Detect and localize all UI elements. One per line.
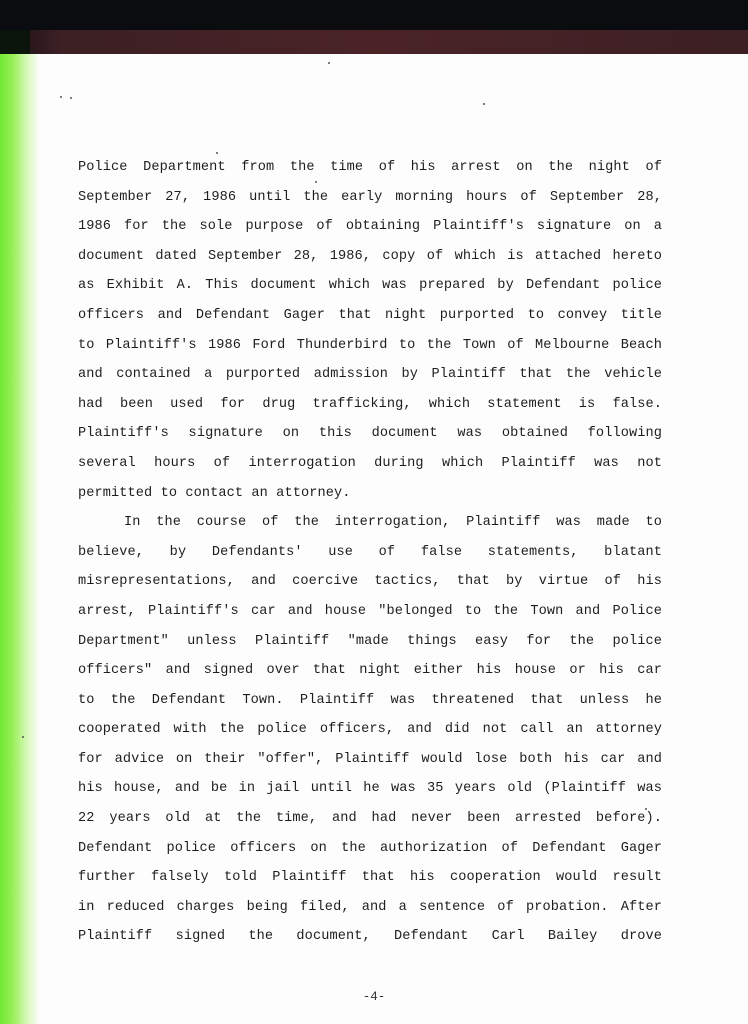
text-line: further falsely told Plaintiff that his cooperation would result bbox=[78, 870, 662, 886]
text-line: Department" unless Plaintiff "made things easy for the police bbox=[78, 633, 662, 649]
text-line: Police Department from the time of his arrest on the night of bbox=[78, 160, 662, 175]
text-line: 22 years old at the time, and had never been arrested before). bbox=[78, 811, 662, 827]
text-line: arrest, Plaintiff's car and house "belonged to the Town and Police bbox=[78, 603, 662, 619]
text-line: 1986 for the sole purpose of obtaining Plaintiff's signature on a bbox=[78, 219, 662, 235]
text-line: to Plaintiff's 1986 Ford Thunderbird to the Town of Melbourne Beach bbox=[78, 337, 662, 353]
page-number: -4- bbox=[362, 990, 386, 1004]
text-line: cooperated with the police officers, and did not call an attorney bbox=[78, 722, 662, 738]
scan-speck bbox=[70, 97, 72, 99]
scan-speck bbox=[22, 736, 24, 738]
text-line: believe, by Defendants' use of false statements, blatant bbox=[78, 544, 662, 560]
text-line: as Exhibit A. This document which was prepared by Defendant police bbox=[78, 278, 662, 294]
document-body bbox=[78, 153, 662, 952]
text-line: his house, and be in jail until he was 35 years old (Plaintiff was bbox=[78, 781, 662, 797]
scan-top-shadow bbox=[0, 30, 748, 54]
scan-speck bbox=[483, 103, 485, 105]
text-line: for advice on their "offer", Plaintiff would lose both his car and bbox=[78, 751, 662, 767]
text-line: permitted to contact an attorney. bbox=[78, 485, 351, 501]
text-line: officers" and signed over that night either his house or his car bbox=[78, 663, 662, 679]
scan-top-border bbox=[0, 0, 748, 30]
text-line: to the Defendant Town. Plaintiff was threatened that unless he bbox=[78, 692, 662, 708]
text-line: Defendant police officers on the authorization of Defendant Gager bbox=[78, 840, 662, 856]
text-line: misrepresentations, and coercive tactics, that by virtue of his bbox=[78, 574, 662, 590]
text-line: September 27, 1986 until the early morning hours of September 28, bbox=[78, 189, 662, 205]
scan-speck bbox=[328, 62, 330, 64]
text-line: officers and Defendant Gager that night purported to convey title bbox=[78, 307, 662, 323]
scan-left-edge bbox=[0, 54, 38, 1024]
text-line: Plaintiff's signature on this document was obtained following bbox=[78, 426, 662, 442]
text-line: and contained a purported admission by Plaintiff that the vehicle bbox=[78, 367, 662, 383]
scan-speck bbox=[60, 96, 62, 98]
scan-corner bbox=[0, 30, 30, 54]
text-line: In the course of the interrogation, Plaintiff was made to bbox=[124, 515, 662, 531]
text-line: Plaintiff signed the document, Defendant Carl Bailey drove bbox=[78, 929, 662, 945]
text-line: document dated September 28, 1986, copy of which is attached hereto bbox=[78, 248, 662, 264]
text-line: several hours of interrogation during which Plaintiff was not bbox=[78, 455, 662, 471]
text-line: had been used for drug trafficking, which statement is false. bbox=[78, 396, 662, 412]
text-line: in reduced charges being filed, and a sentence of probation. After bbox=[78, 899, 662, 915]
